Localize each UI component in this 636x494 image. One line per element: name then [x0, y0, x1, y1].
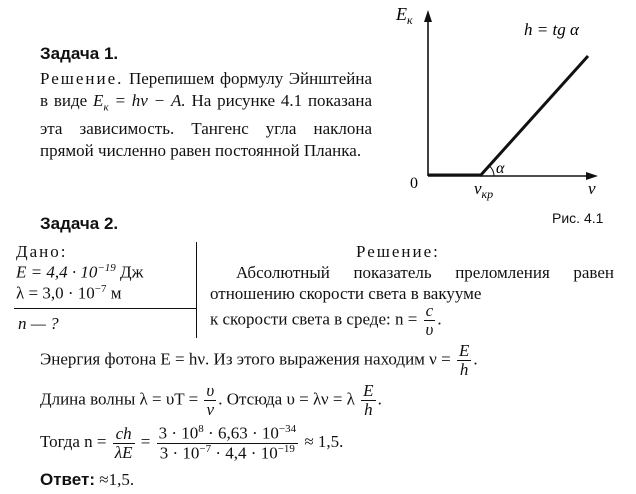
given-wavelength: $\lambda = 3,0 \cdot 10^{-7}$ м [16, 283, 122, 303]
then-text: Тогда n = [40, 431, 107, 451]
given-find: n — ? [18, 314, 59, 333]
threshold-label: $\nu_{кр}$ [474, 179, 494, 201]
wave-fraction-2: $\frac{E}{h}$ [363, 381, 374, 419]
slope-label: h = tg α [524, 20, 579, 39]
given-energy: $E = 4,4 \cdot 10^{-19}$ Дж [16, 262, 144, 282]
task1-text-b: На рисунке 4.1 показана эта зависимость. Тангенс угла наклона прямой численно равен постоянной Планка. [40, 91, 372, 161]
task1-title: Задача 1. [40, 44, 119, 63]
given-block [14, 242, 197, 338]
task2-solution-label: Решение: [356, 242, 440, 261]
then-fraction: $\frac{ch}{\lambda E}$ [114, 423, 133, 462]
task2-solution-text-1: Абсолютный показатель преломления равен отношению скорости света в вакууме [210, 263, 614, 303]
y-axis-arrow [424, 10, 432, 22]
origin-label: 0 [410, 175, 418, 192]
task1-text [40, 68, 372, 162]
task2-title: Задача 2. [40, 214, 119, 233]
answer-row [40, 470, 134, 490]
x-axis-label: ν [588, 179, 596, 198]
refr-fraction: $\frac{c}{\upsilon}$ [425, 301, 434, 339]
figure-caption: Рис. 4.1 [552, 210, 604, 226]
wave-text-1: Длина волны λ = υT = [40, 389, 199, 409]
angle-arc [490, 166, 495, 176]
answer-value: ≈1,5. [99, 470, 135, 489]
given-divider [14, 308, 196, 309]
angle-label: α [496, 160, 505, 177]
slope-line [480, 56, 588, 176]
answer-label: Ответ: [40, 470, 95, 489]
result-value: ≈ 1,5. [304, 431, 344, 451]
wave-fraction-1: $\frac{\upsilon}{\nu}$ [206, 381, 215, 419]
task1-formula: $E_к = h\nu - A$. [93, 91, 186, 114]
task2-solution-text-2-row: к скорости света в среде: n = $\frac{c}{\upsilon}$ . [210, 301, 442, 339]
energy-text: Энергия фотона E = hν. Из этого выражения находим ν = [40, 349, 451, 369]
task2-solution-text-2: к скорости света в среде: n = [210, 309, 418, 329]
y-axis-label: $E_к$ [396, 4, 413, 27]
then-row: Тогда n = $\frac{ch}{\lambda E}$ = $\frac{3 \cdot 10^8 \cdot 6,63 \cdot 10^{-34}}{3 \cdot 10^{-7} \cdot 4,4 \cdot 10^{-19}}$ ≈ 1,5. [40, 423, 344, 463]
energy-row: Энергия фотона E = hν. Из этого выражения находим ν = $\frac{E}{h}$ . [40, 341, 478, 379]
nu-fraction: $\frac{E}{h}$ [458, 341, 470, 379]
calc-fraction: $\frac{3 \cdot 10^8 \cdot 6,63 \cdot 10^{-34}}{3 \cdot 10^{-7} \cdot 4,4 \cdot 10^{-19}}$ [158, 423, 297, 463]
task1-text-a: Перепишем формулу Эйнштейна в виде [40, 69, 373, 110]
wavelength-row: Длина волны λ = υT = $\frac{\upsilon}{\nu}$ . Отсюда υ = λν = λ $\frac{E}{h}$ . [40, 381, 382, 419]
wave-text-2: . Отсюда υ = λν = λ [218, 389, 355, 409]
given-label: Дано: [16, 242, 68, 261]
figure-4-1 [380, 0, 636, 232]
task1-solution-label: Решение. [40, 69, 124, 88]
